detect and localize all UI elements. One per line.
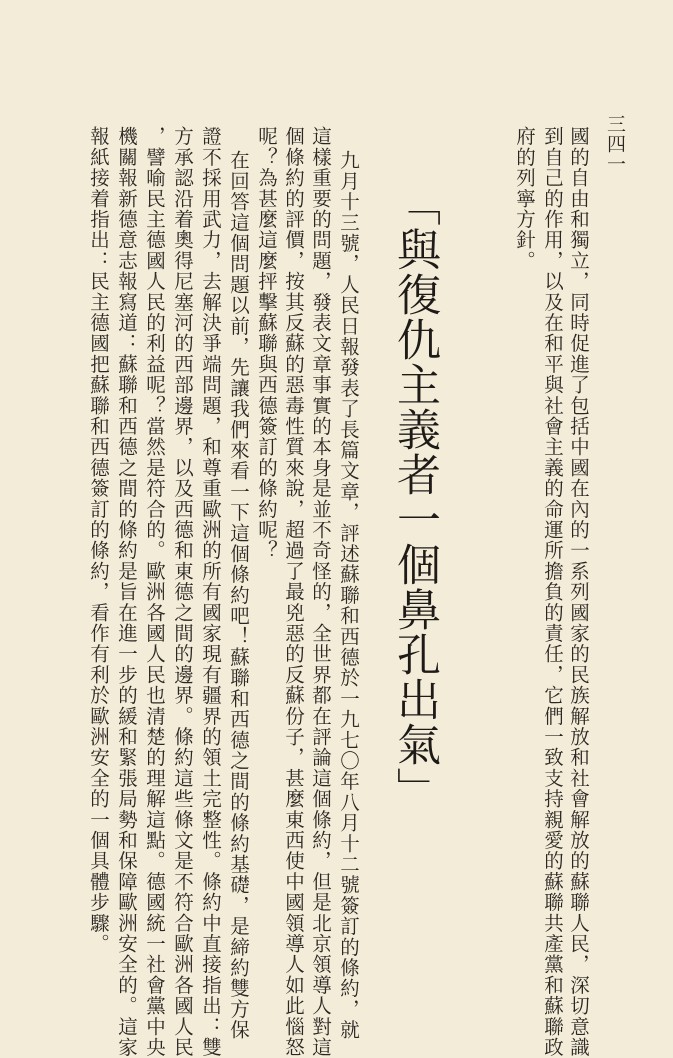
text-column-11: ，譬喻民主德國人民的利益呢？當然是符合的。歐洲各國人民也清楚的理解這點。德國統一社會黨中央 [143, 126, 166, 1058]
text-column-12: 機關報新德意志報寫道：蘇聯和西德之間的條約是旨在進一步的緩和緊張局勢和保障歐洲安全的。這家 [115, 126, 138, 1058]
text-column-10: 方承認沿着奧得尼塞河的西部邊界，以及西德和東德之間的邊界。條約這些條文是不符合歐洲各國人民 [171, 126, 194, 1058]
text-column-6: 個條約的評價，按其反蘇的惡毒性質來說，超過了最兇惡的反蘇份子，甚麼東西使中國領導人如此惱怒 [282, 126, 305, 1058]
text-column-7: 呢？為甚麼這麼抨擊蘇聯與西德簽訂的條約呢？ [255, 126, 278, 561]
text-column-5: 這樣重要的問題，發表文章事實的本身是並不奇怪的，全世界都在評論這個條約，但是北京領導人對這 [309, 126, 332, 1058]
text-column-3: 府的列寧方針。 [513, 126, 536, 271]
text-column-2: 到自己的作用，以及在和平與社會主義的命運所擔負的責任，它們一致支持親愛的蘇聯共產黨和蘇聯政 [541, 126, 564, 1058]
text-column-9: 證不採用武力，去解決爭端問題，和尊重歐洲的所有國家現有疆界的領土完整性。條約中直接指出：雙 [199, 126, 222, 1058]
page-number: 三四一 [604, 114, 626, 174]
text-column-8: 在回答這個問題以前，先讓我們來看一下這個條約吧！蘇聯和西德之間的條約基礎，是締約雙方保 [227, 150, 250, 1041]
text-column-13: 報紙接着指出：民主德國把蘇聯和西德簽訂的條約，看作有利於歐洲安全的一個具體步驟。 [87, 126, 110, 954]
article-title: 「與復仇主義者一個鼻孔出氣」 [389, 182, 440, 812]
text-column-4: 九月十三號，人民日報發表了長篇文章，評述蘇聯和西德於一九七〇年八月十二號簽訂的條約，就 [337, 150, 360, 1041]
text-column-1: 國的自由和獨立，同時促進了包括中國在內的一系列國家的民族解放和社會解放的蘇聯人民，深切意識 [567, 126, 590, 1058]
